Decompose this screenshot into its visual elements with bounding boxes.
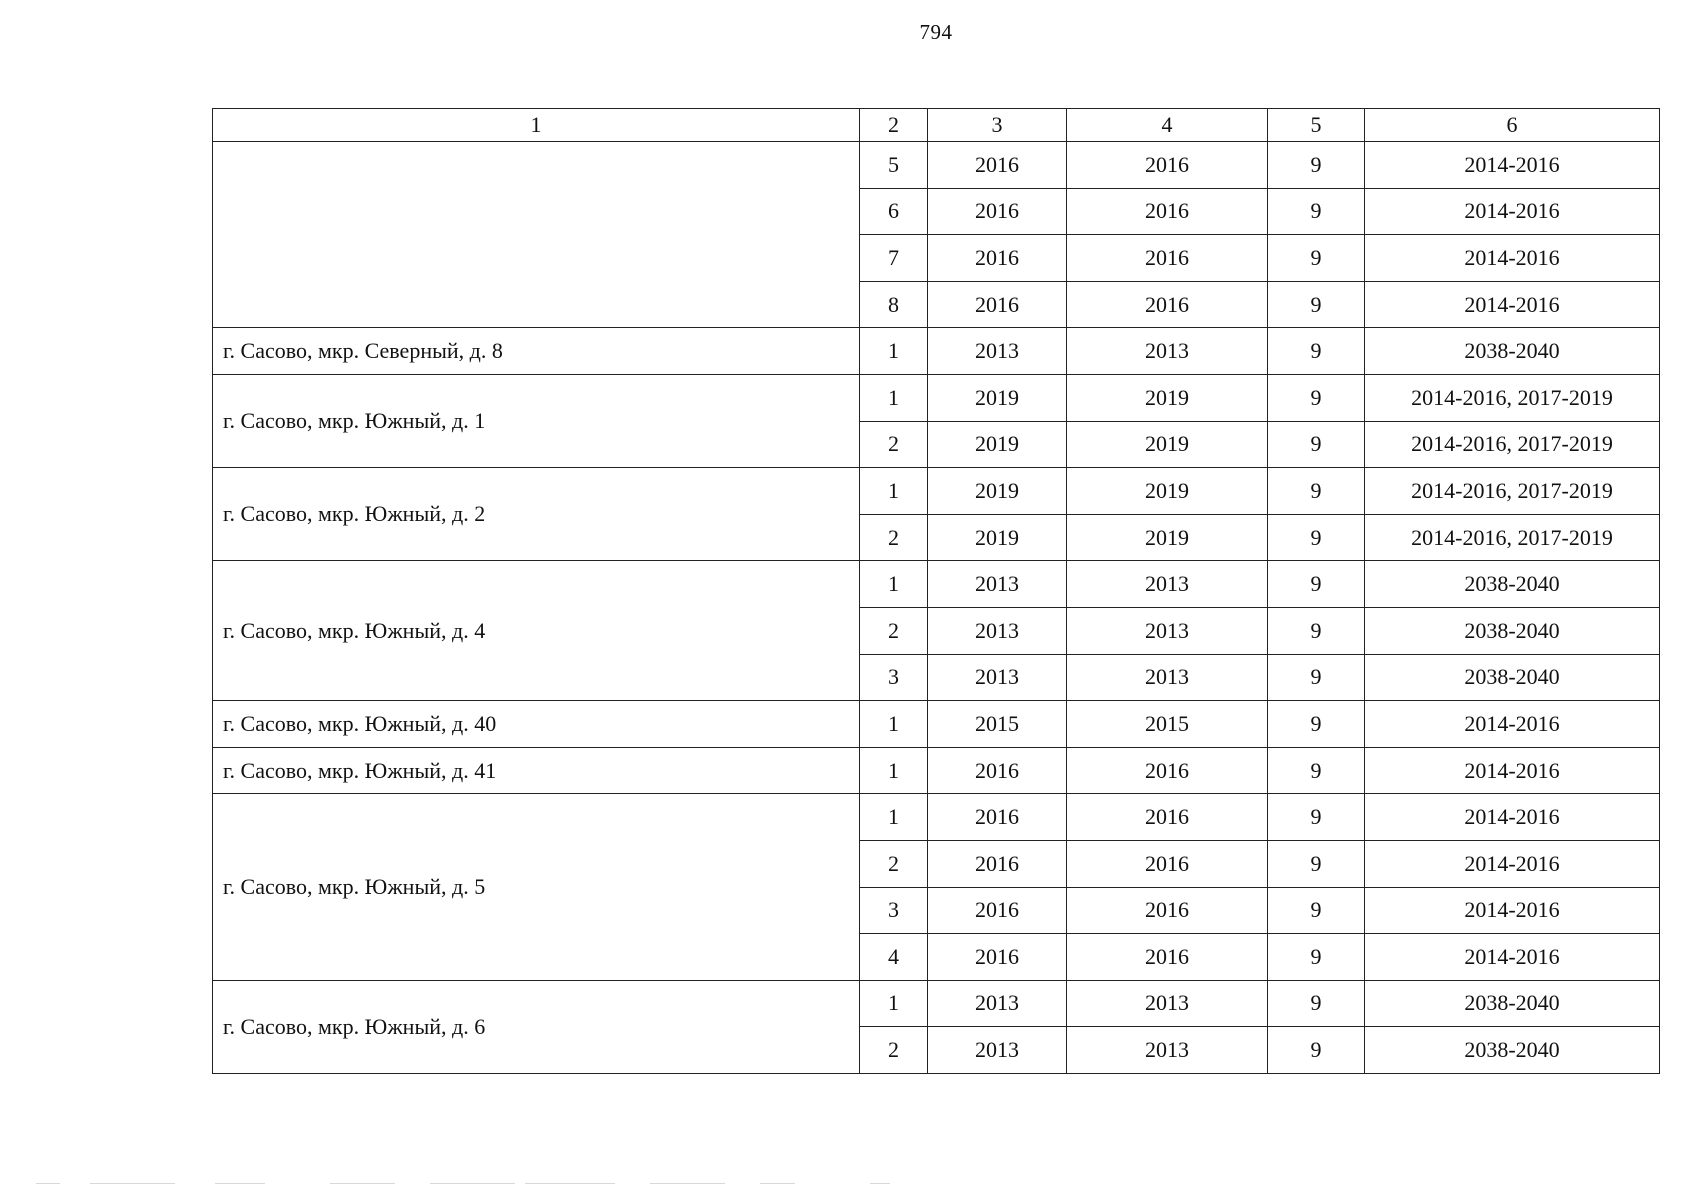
year-cell: 2013 bbox=[928, 980, 1067, 1027]
entrance-cell: 1 bbox=[860, 468, 928, 515]
year-cell: 2016 bbox=[1067, 887, 1268, 934]
year-cell: 2016 bbox=[928, 747, 1067, 794]
address-cell bbox=[213, 142, 860, 328]
table-row bbox=[213, 980, 1660, 1027]
table-row bbox=[213, 328, 1660, 375]
floors-cell: 9 bbox=[1268, 188, 1365, 235]
floors-cell: 9 bbox=[1268, 514, 1365, 561]
year-cell: 2019 bbox=[1067, 421, 1268, 468]
year-cell: 2016 bbox=[1067, 235, 1268, 282]
year-cell: 2013 bbox=[928, 1027, 1067, 1074]
entrance-cell: 5 bbox=[860, 142, 928, 189]
entrance-cell: 8 bbox=[860, 281, 928, 328]
period-cell: 2014-2016 bbox=[1365, 235, 1660, 282]
entrance-cell: 6 bbox=[860, 188, 928, 235]
scan-noise bbox=[525, 1183, 615, 1184]
table-row bbox=[213, 794, 1660, 841]
floors-cell: 9 bbox=[1268, 374, 1365, 421]
table-row bbox=[213, 374, 1660, 421]
table-row bbox=[213, 561, 1660, 608]
header-cell-1: 1 bbox=[213, 109, 860, 142]
address-cell: г. Сасово, мкр. Южный, д. 6 bbox=[213, 980, 860, 1073]
entrance-cell: 7 bbox=[860, 235, 928, 282]
floors-cell: 9 bbox=[1268, 980, 1365, 1027]
year-cell: 2019 bbox=[1067, 468, 1268, 515]
page-number: 794 bbox=[919, 20, 953, 44]
entrance-cell: 1 bbox=[860, 328, 928, 375]
floors-cell: 9 bbox=[1268, 794, 1365, 841]
floors-cell: 9 bbox=[1268, 607, 1365, 654]
year-cell: 2013 bbox=[928, 328, 1067, 375]
floors-cell: 9 bbox=[1268, 934, 1365, 981]
entrance-cell: 2 bbox=[860, 840, 928, 887]
floors-cell: 9 bbox=[1268, 142, 1365, 189]
period-cell: 2014-2016 bbox=[1365, 188, 1660, 235]
address-cell: г. Сасово, мкр. Северный, д. 8 bbox=[213, 328, 860, 375]
period-cell: 2038-2040 bbox=[1365, 328, 1660, 375]
year-cell: 2016 bbox=[928, 142, 1067, 189]
header-cell-6: 6 bbox=[1365, 109, 1660, 142]
period-cell: 2014-2016, 2017-2019 bbox=[1365, 468, 1660, 515]
entrance-cell: 2 bbox=[860, 607, 928, 654]
entrance-cell: 4 bbox=[860, 934, 928, 981]
entrance-cell: 2 bbox=[860, 421, 928, 468]
scan-noise bbox=[430, 1183, 515, 1184]
year-cell: 2016 bbox=[928, 887, 1067, 934]
entrance-cell: 1 bbox=[860, 980, 928, 1027]
period-cell: 2038-2040 bbox=[1365, 607, 1660, 654]
scan-noise bbox=[650, 1183, 725, 1184]
period-cell: 2038-2040 bbox=[1365, 654, 1660, 701]
header-cell-3: 3 bbox=[928, 109, 1067, 142]
period-cell: 2014-2016 bbox=[1365, 887, 1660, 934]
entrance-cell: 2 bbox=[860, 1027, 928, 1074]
entrance-cell: 1 bbox=[860, 747, 928, 794]
floors-cell: 9 bbox=[1268, 840, 1365, 887]
year-cell: 2015 bbox=[928, 701, 1067, 748]
year-cell: 2013 bbox=[928, 561, 1067, 608]
floors-cell: 9 bbox=[1268, 561, 1365, 608]
year-cell: 2013 bbox=[1067, 980, 1268, 1027]
period-cell: 2014-2016, 2017-2019 bbox=[1365, 514, 1660, 561]
scan-noise bbox=[90, 1183, 175, 1184]
header-row bbox=[213, 109, 1660, 142]
entrance-cell: 3 bbox=[860, 654, 928, 701]
scan-noise bbox=[36, 1183, 60, 1184]
header-cell-2: 2 bbox=[860, 109, 928, 142]
table-row bbox=[213, 701, 1660, 748]
floors-cell: 9 bbox=[1268, 468, 1365, 515]
table-body bbox=[213, 109, 1660, 1074]
year-cell: 2016 bbox=[928, 281, 1067, 328]
floors-cell: 9 bbox=[1268, 281, 1365, 328]
year-cell: 2016 bbox=[928, 188, 1067, 235]
scan-noise bbox=[215, 1183, 265, 1184]
scan-noise bbox=[760, 1183, 795, 1184]
year-cell: 2013 bbox=[1067, 654, 1268, 701]
period-cell: 2014-2016 bbox=[1365, 840, 1660, 887]
period-cell: 2014-2016, 2017-2019 bbox=[1365, 374, 1660, 421]
year-cell: 2016 bbox=[1067, 840, 1268, 887]
entrance-cell: 1 bbox=[860, 701, 928, 748]
year-cell: 2019 bbox=[928, 421, 1067, 468]
year-cell: 2016 bbox=[1067, 747, 1268, 794]
floors-cell: 9 bbox=[1268, 747, 1365, 794]
address-cell: г. Сасово, мкр. Южный, д. 2 bbox=[213, 468, 860, 561]
table-row bbox=[213, 747, 1660, 794]
entrance-cell: 3 bbox=[860, 887, 928, 934]
period-cell: 2038-2040 bbox=[1365, 561, 1660, 608]
year-cell: 2016 bbox=[1067, 934, 1268, 981]
period-cell: 2014-2016 bbox=[1365, 794, 1660, 841]
year-cell: 2013 bbox=[1067, 328, 1268, 375]
year-cell: 2013 bbox=[1067, 607, 1268, 654]
floors-cell: 9 bbox=[1268, 328, 1365, 375]
year-cell: 2016 bbox=[928, 235, 1067, 282]
year-cell: 2019 bbox=[1067, 374, 1268, 421]
year-cell: 2013 bbox=[1067, 561, 1268, 608]
entrance-cell: 1 bbox=[860, 794, 928, 841]
address-cell: г. Сасово, мкр. Южный, д. 40 bbox=[213, 701, 860, 748]
floors-cell: 9 bbox=[1268, 1027, 1365, 1074]
year-cell: 2013 bbox=[928, 607, 1067, 654]
period-cell: 2014-2016 bbox=[1365, 281, 1660, 328]
period-cell: 2014-2016 bbox=[1365, 701, 1660, 748]
header-cell-5: 5 bbox=[1268, 109, 1365, 142]
period-cell: 2014-2016 bbox=[1365, 934, 1660, 981]
floors-cell: 9 bbox=[1268, 701, 1365, 748]
floors-cell: 9 bbox=[1268, 654, 1365, 701]
year-cell: 2016 bbox=[1067, 281, 1268, 328]
year-cell: 2016 bbox=[928, 840, 1067, 887]
year-cell: 2016 bbox=[1067, 794, 1268, 841]
year-cell: 2016 bbox=[1067, 188, 1268, 235]
period-cell: 2038-2040 bbox=[1365, 980, 1660, 1027]
scan-noise bbox=[330, 1183, 395, 1184]
floors-cell: 9 bbox=[1268, 421, 1365, 468]
period-cell: 2014-2016 bbox=[1365, 142, 1660, 189]
year-cell: 2016 bbox=[1067, 142, 1268, 189]
year-cell: 2019 bbox=[928, 468, 1067, 515]
registry-table bbox=[212, 108, 1660, 1074]
year-cell: 2013 bbox=[928, 654, 1067, 701]
year-cell: 2019 bbox=[1067, 514, 1268, 561]
floors-cell: 9 bbox=[1268, 887, 1365, 934]
period-cell: 2014-2016 bbox=[1365, 747, 1660, 794]
period-cell: 2014-2016, 2017-2019 bbox=[1365, 421, 1660, 468]
header-cell-4: 4 bbox=[1067, 109, 1268, 142]
table-row bbox=[213, 468, 1660, 515]
address-cell: г. Сасово, мкр. Южный, д. 4 bbox=[213, 561, 860, 701]
period-cell: 2038-2040 bbox=[1365, 1027, 1660, 1074]
year-cell: 2015 bbox=[1067, 701, 1268, 748]
floors-cell: 9 bbox=[1268, 235, 1365, 282]
entrance-cell: 2 bbox=[860, 514, 928, 561]
address-cell: г. Сасово, мкр. Южный, д. 1 bbox=[213, 374, 860, 467]
address-cell: г. Сасово, мкр. Южный, д. 41 bbox=[213, 747, 860, 794]
scan-noise bbox=[870, 1183, 890, 1184]
year-cell: 2019 bbox=[928, 374, 1067, 421]
year-cell: 2016 bbox=[928, 934, 1067, 981]
year-cell: 2019 bbox=[928, 514, 1067, 561]
entrance-cell: 1 bbox=[860, 374, 928, 421]
table-row bbox=[213, 142, 1660, 189]
entrance-cell: 1 bbox=[860, 561, 928, 608]
year-cell: 2016 bbox=[928, 794, 1067, 841]
year-cell: 2013 bbox=[1067, 1027, 1268, 1074]
address-cell: г. Сасово, мкр. Южный, д. 5 bbox=[213, 794, 860, 980]
